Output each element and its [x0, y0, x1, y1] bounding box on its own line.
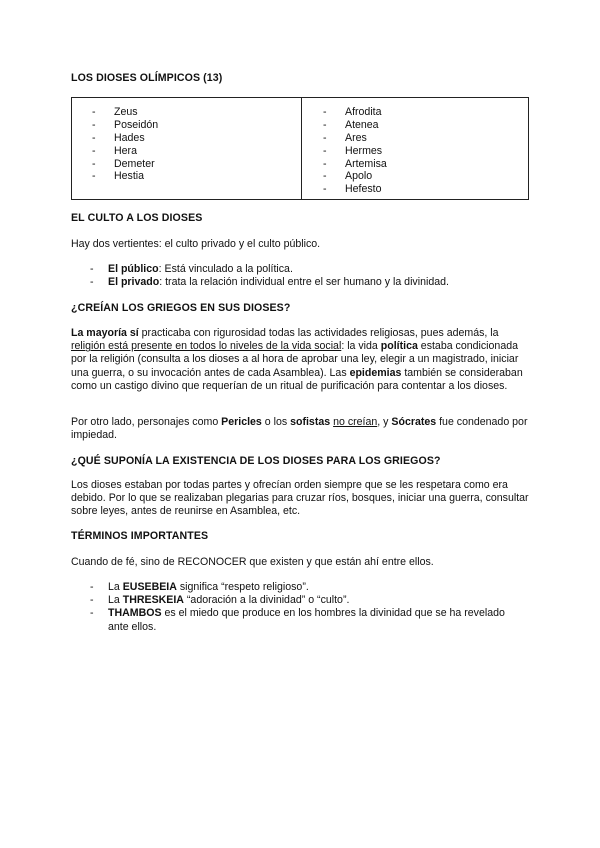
list-item: - La EUSEBEIA significa “respeto religioso”. [90, 581, 309, 593]
list-item: - THAMBOS es el miedo que produce en los hombres la divinidad que se ha revelado ante ellos. [90, 607, 505, 633]
list-item: - El público: Está vinculado a la política. [90, 263, 293, 275]
list-item: - Poseidón [92, 118, 159, 131]
suponia-paragraph: Los dioses estaban por todas partes y ofrecían orden siempre que se les respetara como era debido. Por lo que se realizaban plegarias para cruzar ríos, bosques, iniciar una guerra, consultar sobre leyes, antes de reunirse en Asamblea, etc. [71, 479, 529, 518]
table-divider [301, 98, 302, 199]
terminos-intro: Cuando de fé, sino de RECONOCER que existen y que están ahí entre ellos. [71, 556, 434, 568]
list-item: - El privado: trata la relación individual entre el ser humano y la divinidad. [90, 276, 449, 289]
list-item: - Ares [323, 131, 367, 144]
list-item: - Hermes [323, 144, 383, 157]
list-item: - Hades [92, 131, 145, 144]
list-item: - Hefesto [323, 183, 382, 196]
section-heading-terminos: TÉRMINOS IMPORTANTES [71, 530, 209, 542]
culto-intro: Hay dos vertientes: el culto privado y el culto público. [71, 238, 321, 250]
list-item: - Hestia [92, 170, 145, 183]
list-item: - Demeter [92, 157, 155, 170]
list-item: - Hera [92, 144, 137, 157]
list-item: - La THRESKEIA “adoración a la divinidad” o “culto”. [90, 594, 350, 607]
list-item: - Apolo [323, 170, 373, 183]
list-item: - Artemisa [323, 157, 387, 170]
creian-paragraph-2: Por otro lado, personajes como Pericles o los sofistas no creían, y Sócrates fue condenado por impiedad. [71, 416, 528, 442]
list-item: - Atenea [323, 118, 379, 131]
page-title: LOS DIOSES OLÍMPICOS (13) [71, 72, 223, 84]
gods-right-column [323, 106, 387, 196]
section-heading-suponia: ¿QUÉ SUPONÍA LA EXISTENCIA DE LOS DIOSES PARA LOS GRIEGOS? [71, 455, 441, 467]
section-heading-creian: ¿CREÍAN LOS GRIEGOS EN SUS DIOSES? [71, 302, 291, 314]
list-item: - Afrodita [323, 106, 382, 118]
section-heading-culto: EL CULTO A LOS DIOSES [71, 212, 203, 224]
terminos-list [90, 581, 530, 634]
gods-left-column [92, 106, 158, 183]
list-item: - Zeus [92, 106, 138, 118]
gods-table [71, 97, 529, 200]
creian-paragraph-1: La mayoría sí practicaba con rigurosidad todas las actividades religiosas, pues además, la religión está presente en todos lo niveles de la vida social: la vida política estaba condicionada por la religión (consulta a los dioses a al hora de aprobar una ley, elegir a un magistrado, iniciar una guerra, o su invocación antes de cada Asamblea). Las epidemias también se consideraban como un castigo divino que requerían de un ritual de purificación para contentar a los dioses. [71, 327, 523, 392]
culto-list [90, 263, 530, 289]
